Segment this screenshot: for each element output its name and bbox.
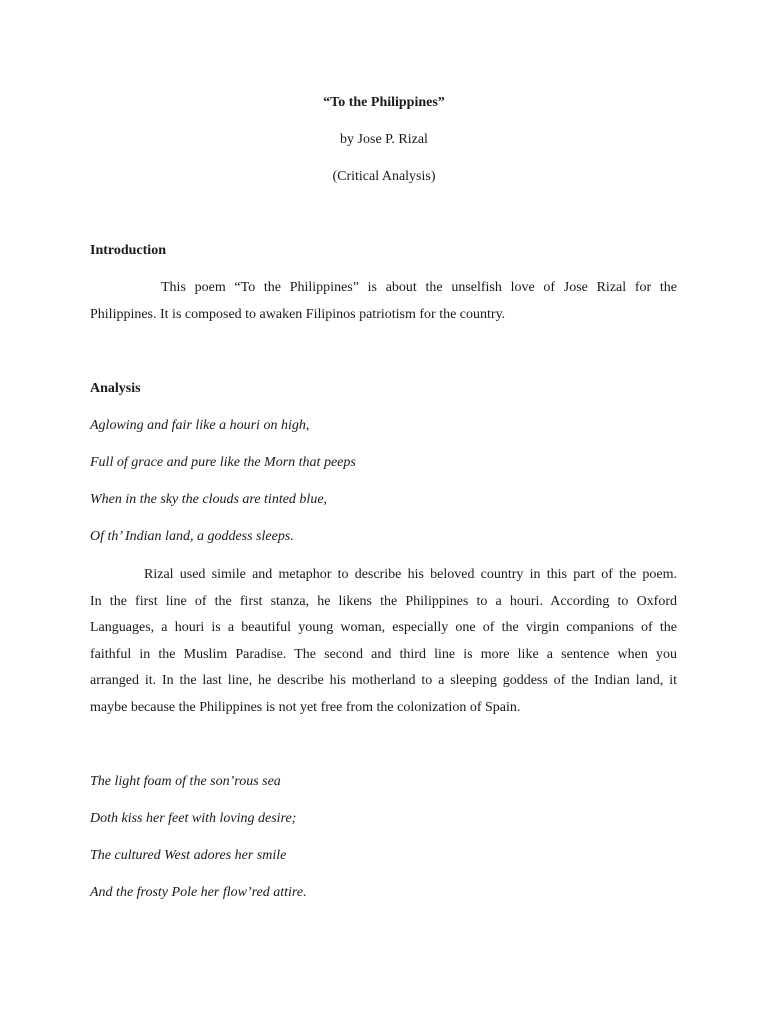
- introduction-line: Philippines. It is composed to awaken Filipinos patriotism for the country.: [90, 307, 506, 322]
- analysis-paragraph-line: arranged it. In the last line, he describe his motherland to a sleeping goddess of the Indian land, it: [90, 673, 677, 688]
- document-title: “To the Philippines”: [323, 95, 445, 110]
- verse-line: The cultured West adores her smile: [90, 848, 287, 863]
- introduction-line: This poem “To the Philippines” is about the unselfish love of Jose Rizal for the: [161, 280, 677, 295]
- verse-line: When in the sky the clouds are tinted blue,: [90, 492, 328, 507]
- analysis-paragraph-line: maybe because the Philippines is not yet free from the colonization of Spain.: [90, 700, 521, 715]
- verse-line: Doth kiss her feet with loving desire;: [90, 811, 297, 826]
- verse-line: Aglowing and fair like a houri on high,: [90, 418, 310, 433]
- analysis-paragraph-line: Rizal used simile and metaphor to describe his beloved country in this part of the poem.: [144, 567, 677, 582]
- verse-line: Of th’ Indian land, a goddess sleeps.: [90, 529, 294, 544]
- author-byline: by Jose P. Rizal: [340, 132, 428, 147]
- document-subtitle: (Critical Analysis): [332, 169, 436, 184]
- verse-line: The light foam of the son’rous sea: [90, 774, 281, 789]
- analysis-paragraph-line: Languages, a houri is a beautiful young woman, especially one of the virgin companions of the: [90, 620, 677, 635]
- verse-line: And the frosty Pole her flow’red attire.: [90, 885, 307, 900]
- analysis-paragraph-line: In the first line of the first stanza, he likens the Philippines to a houri. According to Oxford: [90, 594, 677, 609]
- analysis-paragraph-line: faithful in the Muslim Paradise. The second and third line is more like a sentence when you: [90, 647, 677, 662]
- verse-line: Full of grace and pure like the Morn that peeps: [90, 455, 356, 470]
- introduction-heading: Introduction: [90, 243, 166, 258]
- analysis-heading: Analysis: [90, 381, 141, 396]
